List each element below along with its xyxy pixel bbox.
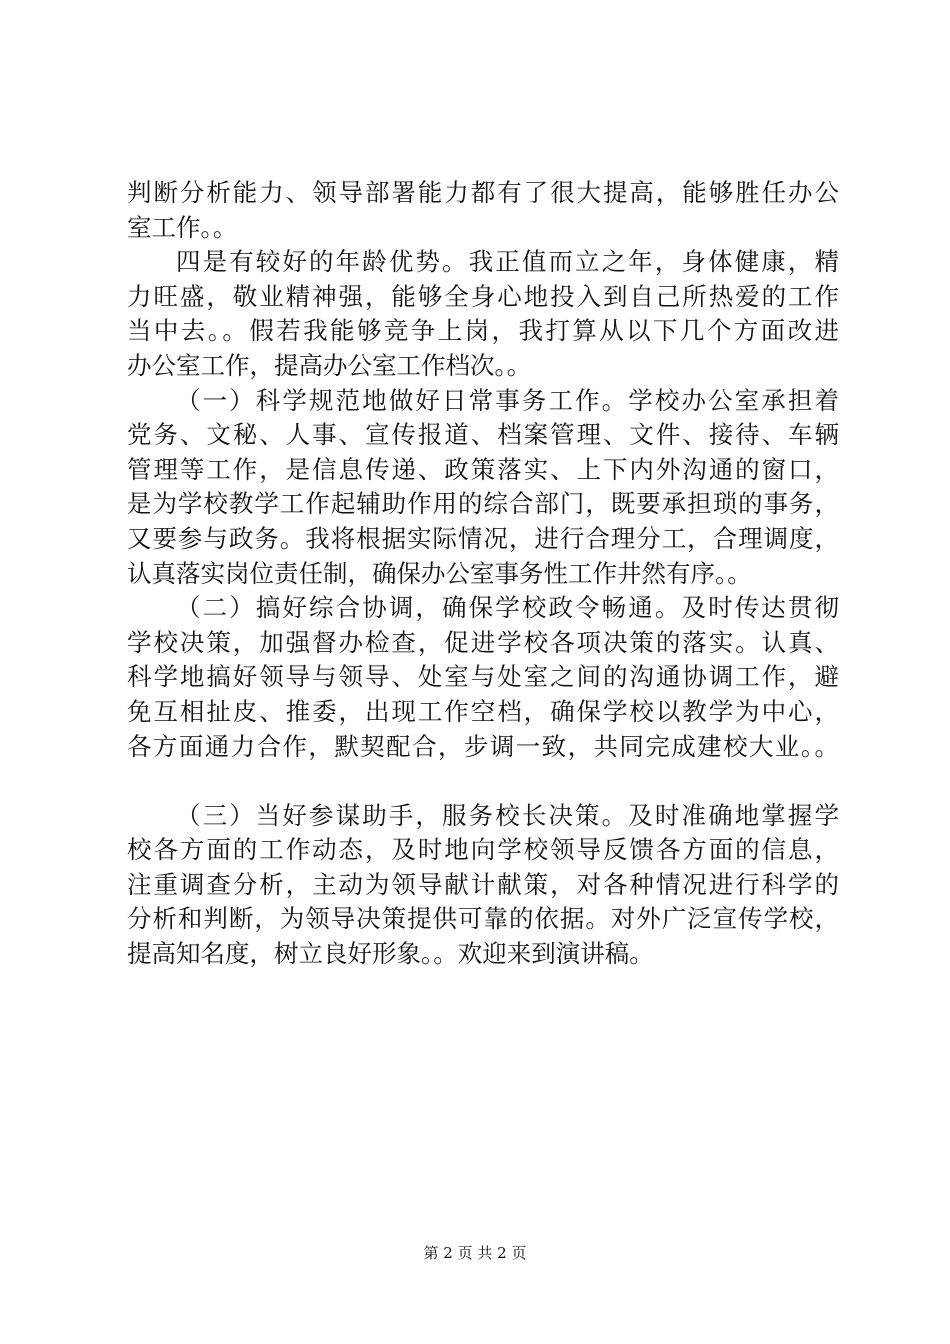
document-body bbox=[127, 176, 839, 972]
text-line: 党务、文秘、人事、宣传报道、档案管理、文件、接待、车辆 bbox=[127, 420, 839, 450]
text-line: 科学地搞好领导与领导、处室与处室之间的沟通协调工作，避 bbox=[127, 662, 839, 692]
text-line: 办公室工作，提高办公室工作档次。。 bbox=[127, 350, 532, 380]
text-line: 力旺盛，敬业精神强，能够全身心地投入到自己所热爱的工作 bbox=[127, 281, 839, 311]
page-number-footer: 第 2 页 共 2 页 bbox=[423, 1244, 527, 1262]
paragraph-start-line: （三）当好参谋助手，服务校长决策。及时准确地掌握学 bbox=[176, 800, 839, 830]
paragraph-start-line: （一）科学规范地做好日常事务工作。学校办公室承担着 bbox=[176, 385, 839, 415]
text-line: 各方面通力合作，默契配合，步调一致，共同完成建校大业。。 bbox=[127, 731, 839, 761]
text-line: 管理等工作，是信息传递、政策落实、上下内外沟通的窗口， bbox=[127, 454, 839, 484]
text-line: 免互相扯皮、推委，出现工作空档，确保学校以教学为中心， bbox=[127, 696, 839, 726]
text-line: 室工作。。 bbox=[127, 212, 238, 242]
paragraph-start-line: （二）搞好综合协调，确保学校政令畅通。及时传达贯彻 bbox=[176, 593, 839, 623]
text-line: 注重调查分析，主动为领导献计献策，对各种情况进行科学的 bbox=[127, 869, 839, 899]
text-line: 是为学校教学工作起辅助作用的综合部门，既要承担琐的事务， bbox=[127, 489, 839, 519]
text-line: 提高知名度，树立良好形象。。欢迎来到演讲稿。 bbox=[127, 939, 654, 969]
text-line: 学校决策，加强督办检查，促进学校各项决策的落实。认真、 bbox=[127, 627, 839, 657]
paragraph-gap bbox=[127, 764, 839, 799]
text-line: 当中去。。假若我能够竞争上岗，我打算从以下几个方面改进 bbox=[127, 316, 839, 346]
text-line: 又要参与政务。我将根据实际情况，进行合理分工，合理调度， bbox=[127, 523, 839, 553]
text-line: 认真落实岗位责任制，确保办公室事务性工作井然有序。。 bbox=[127, 558, 752, 588]
text-line: 分析和判断，为领导决策提供可靠的依据。对外广泛宣传学校， bbox=[127, 904, 839, 934]
text-line: 校各方面的工作动态，及时地向学校领导反馈各方面的信息， bbox=[127, 835, 839, 865]
text-line: 判断分析能力、领导部署能力都有了很大提高，能够胜任办公 bbox=[127, 178, 839, 207]
paragraph-start-line: 四是有较好的年龄优势。我正值而立之年，身体健康，精 bbox=[176, 247, 839, 277]
